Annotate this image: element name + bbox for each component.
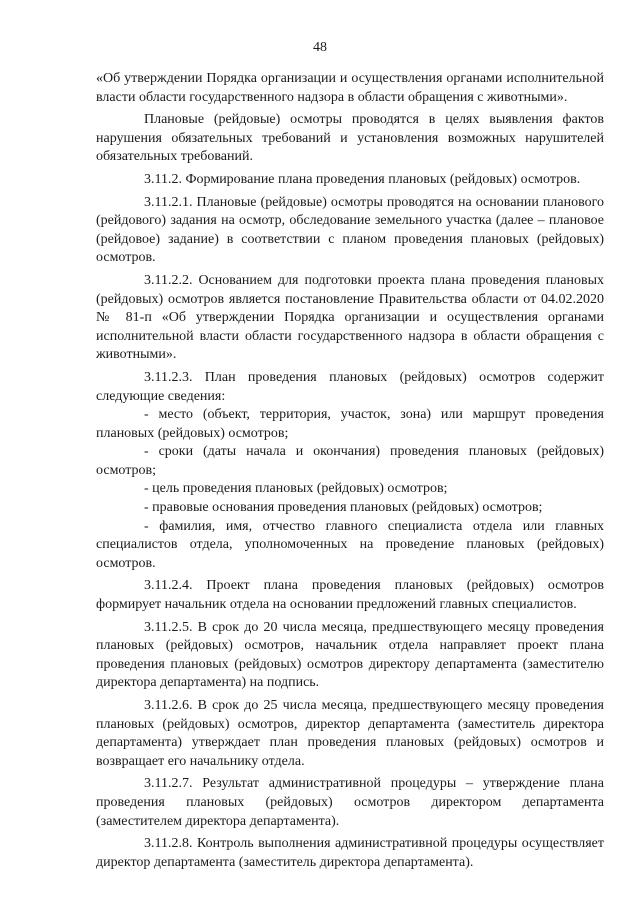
paragraph: 3.11.2.6. В срок до 25 числа месяца, предшествующего месяцу проведения плановых (рейдовых) осмотров, директор департамента (заместитель директора департамента) утверждает план проведения плановых (рейдовых) осмотров и возвращает его начальнику отдела. [96,698,604,769]
paragraph: 3.11.2.8. Контроль выполнения административной процедуры осуществляет директор департамента (заместитель директора департамента). [96,836,604,870]
paragraph: 3.11.2.3. План проведения плановых (рейдовых) осмотров содержит следующие сведения: [96,369,604,404]
paragraph: 3.11.2.5. В срок до 20 числа месяца, предшествующего месяцу проведения плановых (рейдовых) осмотров, начальник отдела направляет проект плана проведения плановых (рейдовых) осмотров директору департамента (заместителю директора департамента) на подпись. [96,619,604,691]
paragraph: 3.11.2.2. Основанием для подготовки проекта плана проведения плановых (рейдовых) осмотров является постановление Правительства области от 04.02.2020 № 81-п «Об утверждении Порядка организации и осуществления органами исполнительной власти области государственного надзора в области обращения с животными». [96,272,604,363]
paragraph: Плановые (рейдовые) осмотры проводятся в целях выявления фактов нарушения обязательных требований и установления возможных нарушителей обязательных требований. [96,112,604,165]
list-item: - цель проведения плановых (рейдовых) осмотров; [144,481,448,497]
page-number: 48 [313,40,327,55]
paragraph: 3.11.2.1. Плановые (рейдовые) осмотры проводятся на основании планового (рейдового) задания на осмотр, обследование земельного участка (далее – плановое (рейдовое) задание) в соответствии с планом проведения плановых (рейдовых) осмотров. [96,194,604,266]
paragraph: 3.11.2. Формирование плана проведения плановых (рейдовых) осмотров. [144,171,581,187]
list-item: - фамилия, имя, отчество главного специалиста отдела или главных специалистов отдела, уполномоченных на проведение плановых (рейдовых) осмотров. [96,518,604,571]
paragraph: 3.11.2.4. Проект плана проведения плановых (рейдовых) осмотров формирует начальник отдела на основании предложений главных специалистов. [96,578,604,613]
paragraph: «Об утверждении Порядка организации и осуществления органами исполнительной власти области государственного надзора в области обращения с животными». [96,71,604,105]
list-item: - сроки (даты начала и окончания) проведения плановых (рейдовых) осмотров; [96,444,604,478]
list-item: - место (объект, территория, участок, зона) или маршрут проведения плановых (рейдовых) осмотров; [96,407,604,441]
paragraph: 3.11.2.7. Результат административной процедуры – утверждение плана проведения плановых (рейдовых) осмотров директором департамента (заместителем директора департамента). [96,776,604,829]
document-body [96,70,604,872]
list-item: - правовые основания проведения плановых (рейдовых) осмотров; [144,500,543,516]
